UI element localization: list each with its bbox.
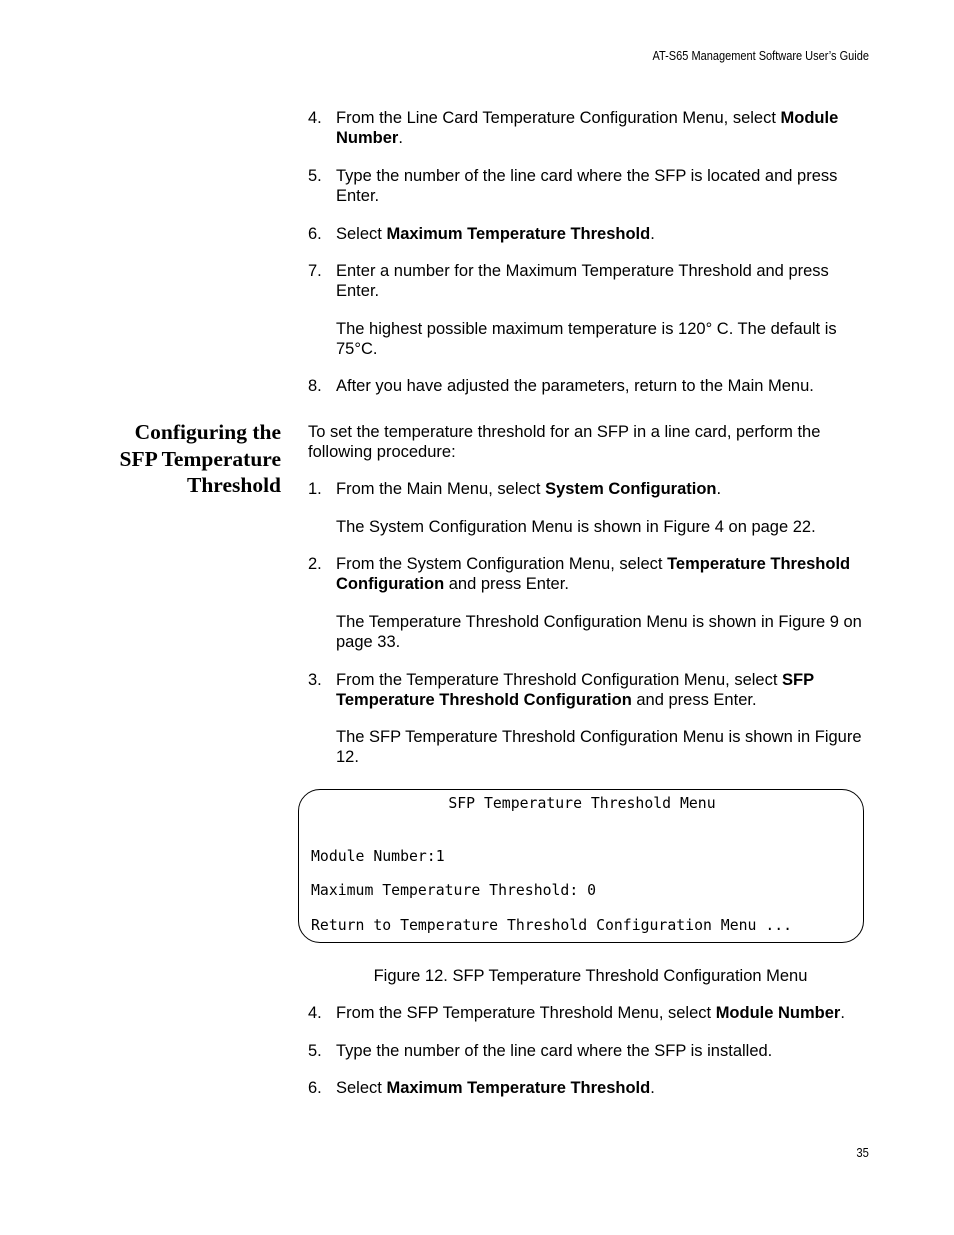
step-text: From the SFP Temperature Threshold Menu, select Module Number.: [336, 1004, 845, 1022]
step-note: The System Configuration Menu is shown in Figure 4 on page 22.: [336, 518, 816, 536]
heading-line: SFP Temperature: [119, 446, 281, 471]
step-item: [308, 261, 873, 301]
step-number: 2.: [308, 555, 322, 573]
step-text: From the Line Card Temperature Configuration Menu, select Module Number.: [336, 109, 839, 147]
running-header: AT-S65 Management Software User’s Guide: [652, 49, 869, 63]
step-text: From the Main Menu, select System Configuration.: [336, 480, 722, 498]
step-text: From the System Configuration Menu, select Temperature Threshold Configuration and press Enter.: [336, 555, 851, 593]
step-item: [308, 1003, 873, 1023]
step-item: [308, 376, 873, 396]
step-text: After you have adjusted the parameters, return to the Main Menu.: [336, 377, 814, 395]
step-item: [308, 166, 873, 206]
section-intro: To set the temperature threshold for an SFP in a line card, perform the following procedure:: [308, 423, 821, 461]
section-heading: [90, 419, 281, 499]
step-number: 5.: [308, 167, 322, 185]
step-number: 3.: [308, 671, 322, 689]
step-item: [308, 479, 873, 499]
step-item: [308, 1078, 873, 1098]
step-number: 4.: [308, 1004, 322, 1022]
step-item: [308, 670, 873, 710]
step-item: [308, 1041, 873, 1061]
step-number: 1.: [308, 480, 322, 498]
page-number: 35: [856, 1146, 869, 1160]
step-text: Enter a number for the Maximum Temperature Threshold and press Enter.: [336, 262, 829, 300]
step-text: From the Temperature Threshold Configuration Menu, select SFP Temperature Threshold Configuration and press Enter.: [336, 671, 814, 709]
heading-line: Threshold: [187, 473, 281, 497]
step-text: Select Maximum Temperature Threshold.: [336, 225, 655, 243]
terminal-screen-figure: [298, 789, 864, 943]
step-number: 6.: [308, 225, 322, 243]
step-number: 5.: [308, 1042, 322, 1060]
step-number: 4.: [308, 109, 322, 127]
step-text: Type the number of the line card where the SFP is located and press Enter.: [336, 167, 838, 205]
step-text: Select Maximum Temperature Threshold.: [336, 1079, 655, 1097]
terminal-line: Module Number:1: [311, 848, 445, 865]
step-text: Type the number of the line card where the SFP is installed.: [336, 1042, 773, 1060]
figure-caption: Figure 12. SFP Temperature Threshold Configuration Menu: [373, 967, 808, 985]
step-number: 7.: [308, 262, 322, 280]
terminal-line: Maximum Temperature Threshold: 0: [311, 882, 597, 899]
step-note: The SFP Temperature Threshold Configuration Menu is shown in Figure 12.: [336, 728, 862, 766]
step-item: [308, 108, 873, 148]
terminal-line: Return to Temperature Threshold Configuration Menu ...: [311, 917, 793, 934]
step-number: 8.: [308, 377, 322, 395]
step-item: [308, 554, 873, 594]
step-note: The highest possible maximum temperature is 120° C. The default is 75°C.: [336, 320, 837, 358]
step-item: [308, 224, 873, 244]
step-number: 6.: [308, 1079, 322, 1097]
heading-line: Configuring the: [134, 420, 281, 444]
step-note: The Temperature Threshold Configuration Menu is shown in Figure 9 on page 33.: [336, 613, 862, 651]
terminal-menu-title: SFP Temperature Threshold Menu: [448, 795, 716, 812]
